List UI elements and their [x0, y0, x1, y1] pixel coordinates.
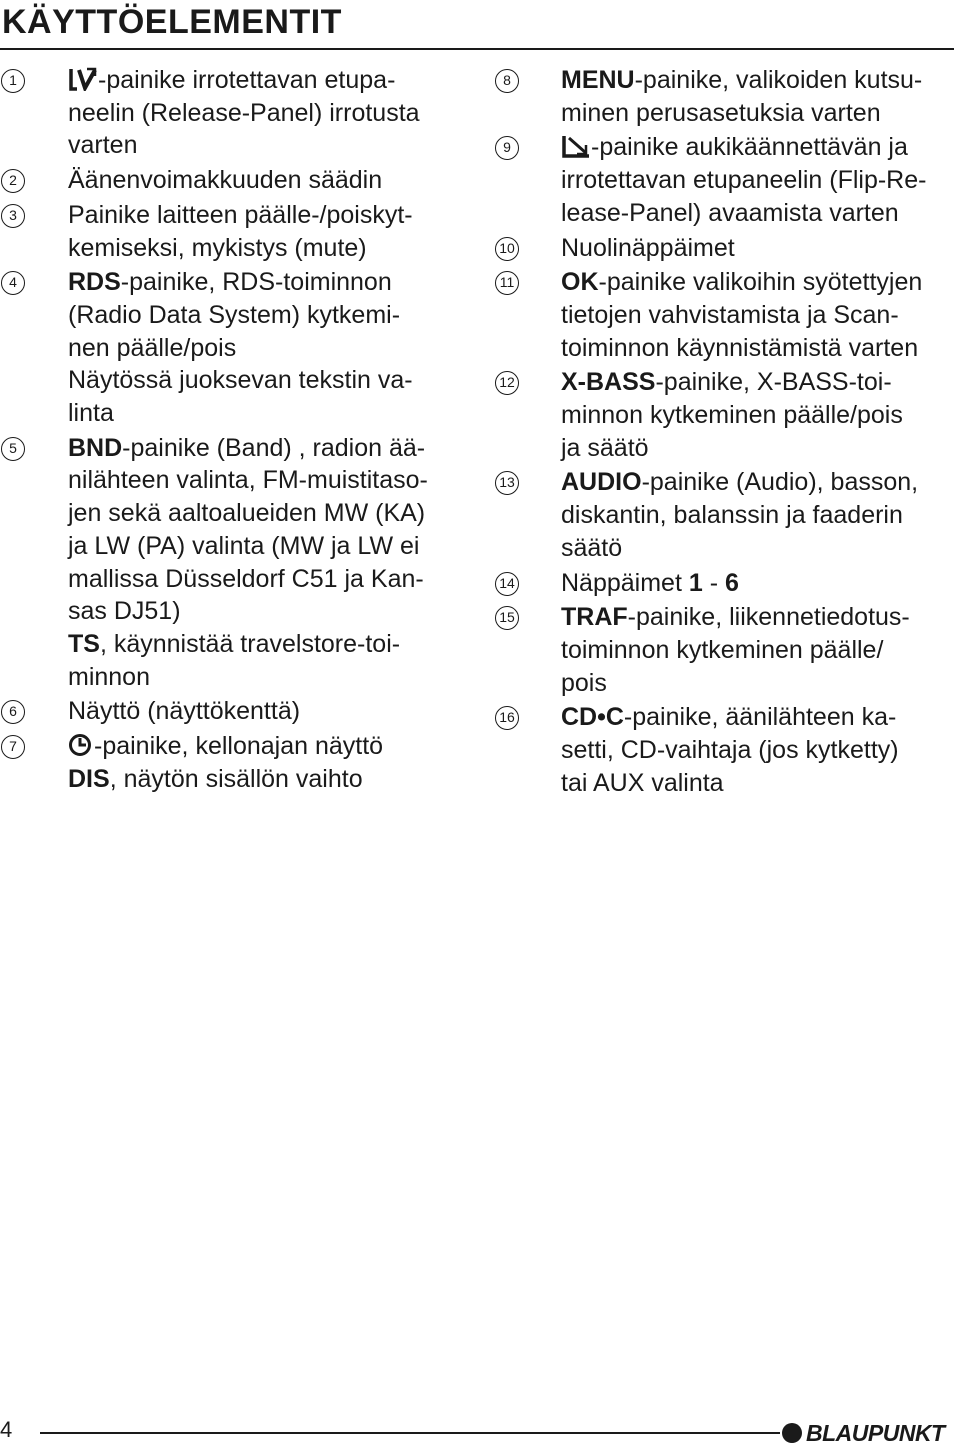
right-column [493, 64, 960, 801]
list-item-4: 4 RDS-painike, RDS-toiminnon (Radio Data System) kytkemi- nen päälle/pois Näytössä juoksevan tekstin va- linta [0, 266, 470, 430]
flip-release-icon [561, 134, 591, 158]
item-number: 8 [495, 69, 519, 93]
list-item-15: 15 TRAF-painike, liikennetiedotus- toiminnon kytkeminen päälle/ pois [493, 601, 960, 699]
item-number: 16 [495, 706, 519, 730]
item-number: 12 [495, 371, 519, 395]
list-item-11: 11 OK-painike valikoihin syötettyjen tietojen vahvistamista ja Scan- toiminnon käynnistämistä varten [493, 266, 960, 364]
list-item-1: 1 -painike irrotettavan etupa- neelin (Release-Panel) irrotusta varten [0, 64, 470, 162]
item-number: 2 [1, 169, 25, 193]
item-number: 1 [1, 69, 25, 93]
list-item-2: 2 Äänenvoimakkuuden säädin [0, 164, 470, 197]
page-title: KÄYTTÖELEMENTIT [2, 3, 342, 41]
list-item-16: 16 CD•C-painike, äänilähteen ka- setti, CD-vaihtaja (jos kytketty) tai AUX valinta [493, 701, 960, 799]
item-number: 7 [1, 735, 25, 759]
list-item-8: 8 MENU-painike, valikoiden kutsu- minen perusasetuksia varten [493, 64, 960, 129]
title-rule [0, 48, 954, 50]
list-item-14: 14 Näppäimet 1 - 6 [493, 567, 960, 600]
release-panel-icon [68, 67, 98, 91]
list-item-13: 13 AUDIO-painike (Audio), basson, diskantin, balanssin ja faaderin säätö [493, 466, 960, 564]
list-item-10: 10 Nuolinäppäimet [493, 232, 960, 265]
brand-logo [782, 1419, 945, 1447]
item-number: 6 [1, 700, 25, 724]
left-column [0, 64, 470, 797]
list-item-6: 6 Näyttö (näyttökenttä) [0, 695, 470, 728]
list-item-9: 9 -painike aukikäännettävän ja irrotettavan etupaneelin (Flip-Re- lease-Panel) avaamista varten [493, 131, 960, 229]
item-number: 4 [1, 271, 25, 295]
list-item-5: 5 BND-painike (Band) , radion ää- nilähteen valinta, FM-muistitaso- jen sekä aaltoalueiden MW (KA) ja LW (PA) valinta (MW ja LW ei mallissa Düsseldorf C51 ja Kan- sas DJ51) TS, käynnistää travelstore-toi- minnon [0, 432, 470, 694]
clock-icon [68, 733, 94, 757]
item-number: 5 [1, 437, 25, 461]
item-number: 3 [1, 204, 25, 228]
brand-dot-icon [782, 1423, 802, 1443]
list-item-7: 7 -painike, kellonajan näyttö DIS, näytön sisällön vaihto [0, 730, 470, 795]
item-number: 15 [495, 606, 519, 630]
footer-rule [40, 1432, 780, 1434]
item-number: 10 [495, 237, 519, 261]
item-number: 13 [495, 471, 519, 495]
item-number: 11 [495, 271, 519, 295]
item-number: 14 [495, 572, 519, 596]
list-item-12: 12 X-BASS-painike, X-BASS-toi- minnon kytkeminen päälle/pois ja säätö [493, 366, 960, 464]
brand-name: BLAUPUNKT [806, 1419, 945, 1446]
item-number: 9 [495, 136, 519, 160]
page-number: 4 [0, 1417, 13, 1442]
list-item-3: 3 Painike laitteen päälle-/poiskyt- kemiseksi, mykistys (mute) [0, 199, 470, 264]
